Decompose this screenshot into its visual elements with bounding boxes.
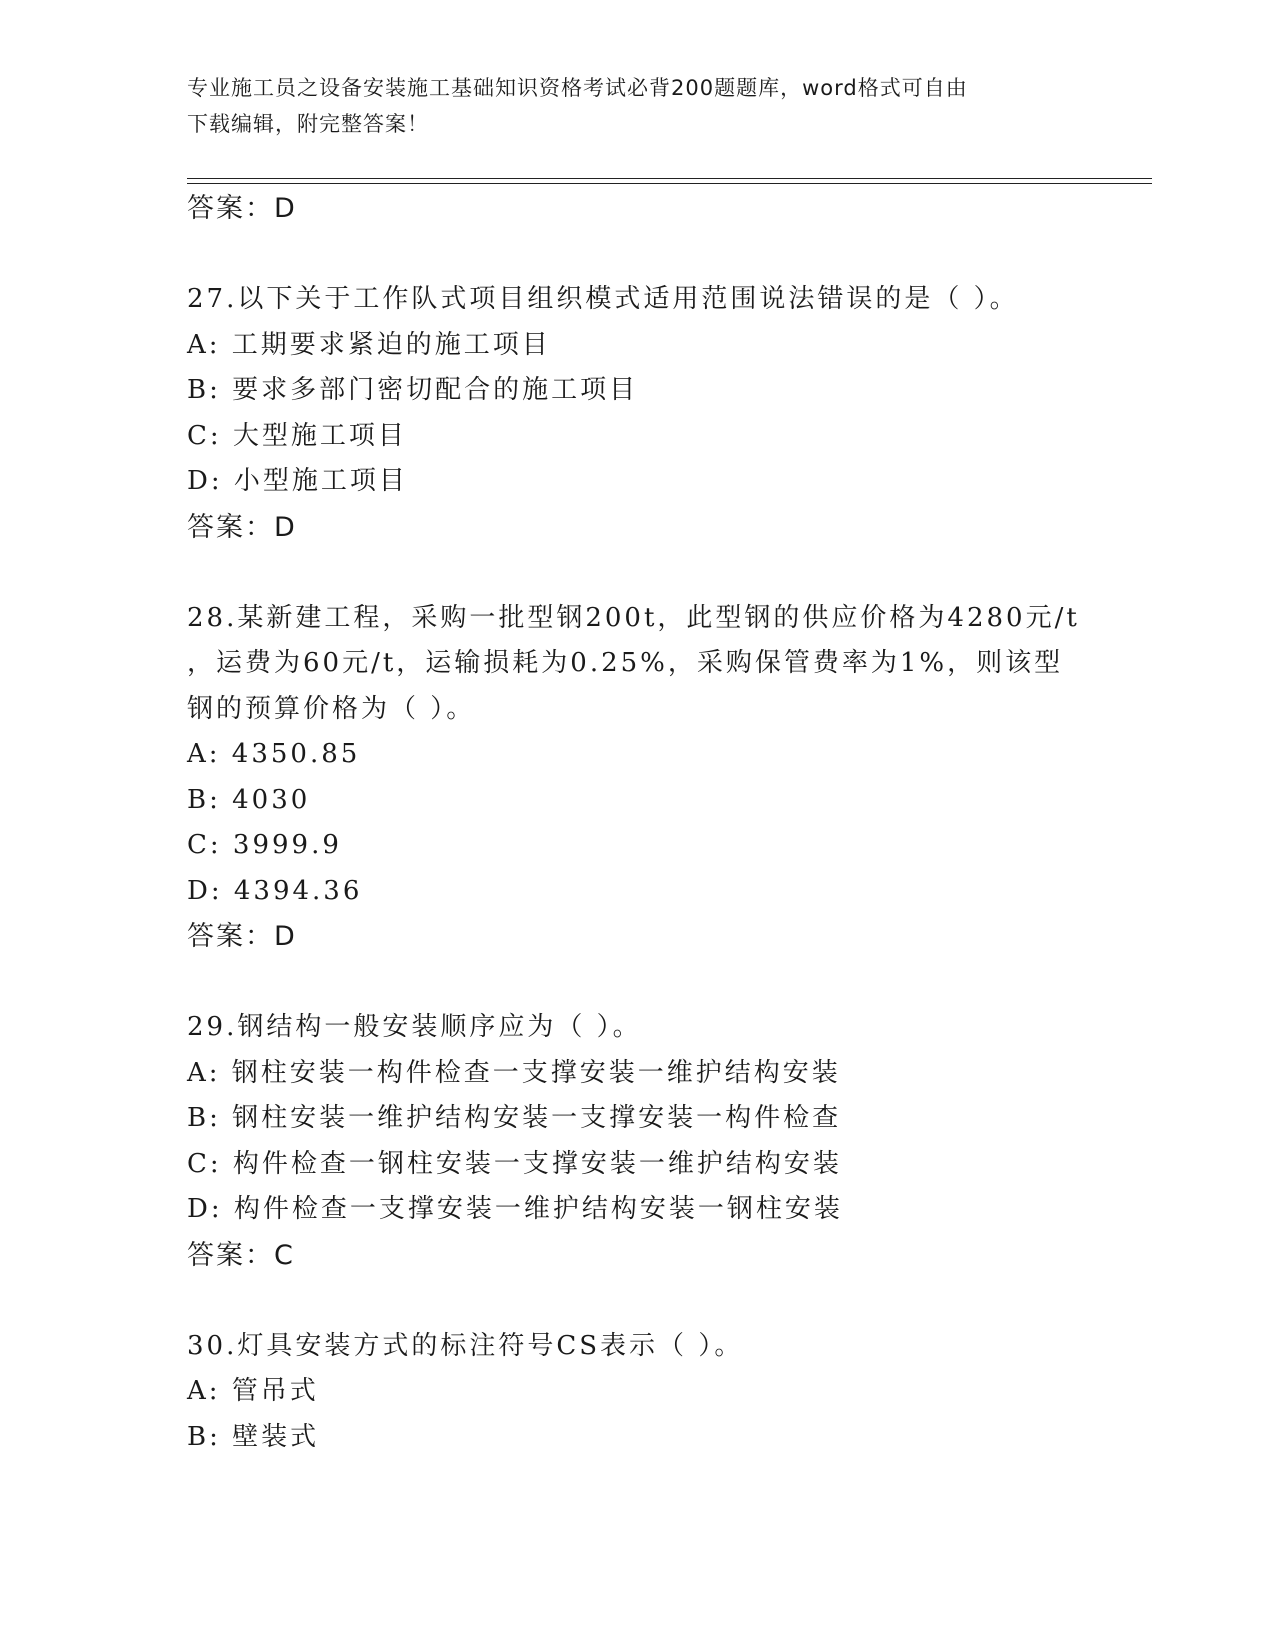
question-stem: ，运费为60元/t，运输损耗为0.25%，采购保管费率为1%，则该型 [187, 648, 1064, 678]
question-stem: 30.灯具安装方式的标注符号CS表示（ ）。 [187, 1330, 744, 1361]
option-b: B: 要求多部门密切配合的施工项目 [187, 375, 639, 405]
option-c: C: 大型施工项目 [187, 420, 407, 451]
option-d: D: 构件检查一支撑安装一维护结构安装一钢柱安装 [187, 1194, 843, 1224]
option-c: C: 构件检查一钢柱安装一支撑安装一维护结构安装 [187, 1148, 842, 1179]
answer: 答案：D [187, 511, 297, 543]
document-header [187, 70, 1067, 142]
option-d: D: 小型施工项目 [187, 466, 408, 496]
question-stem: 28.某新建工程，采购一批型钢200t，此型钢的供应价格为4280元/t [187, 602, 1080, 633]
header-line-1: 专业施工员之设备安装施工基础知识资格考试必背200题题库，word格式可自由 [187, 76, 968, 100]
question-28 [187, 596, 1147, 960]
answer: 答案：D [187, 921, 297, 952]
option-b: B: 4030 [187, 784, 311, 815]
question-stem: 29.钢结构一般安装顺序应为（ ）。 [187, 1012, 642, 1042]
option-a: A: 4350.85 [187, 739, 361, 769]
option-c: C: 3999.9 [187, 830, 342, 860]
question-30 [187, 1324, 1147, 1461]
answer: 答案：C [187, 1239, 295, 1271]
header-divider-top [187, 178, 1152, 179]
option-a: A: 管吊式 [187, 1376, 319, 1406]
question-list [187, 186, 1147, 1460]
question-stem: 钢的预算价格为（ ）。 [187, 693, 476, 724]
option-b: B: 壁装式 [187, 1421, 320, 1452]
option-a: A: 钢柱安装一构件检查一支撑安装一维护结构安装 [187, 1057, 841, 1088]
option-a: A: 工期要求紧迫的施工项目 [187, 329, 551, 360]
previous-answer: 答案：D [187, 193, 297, 224]
header-divider-bottom [187, 183, 1152, 184]
option-d: D: 4394.36 [187, 875, 363, 906]
option-b: B: 钢柱安装一维护结构安装一支撑安装一构件检查 [187, 1103, 842, 1133]
question-27 [187, 277, 1147, 550]
question-stem: 27.以下关于工作队式项目组织模式适用范围说法错误的是（ ）。 [187, 284, 1019, 314]
question-29 [187, 1005, 1147, 1278]
header-line-2: 下载编辑，附完整答案！ [187, 112, 429, 136]
